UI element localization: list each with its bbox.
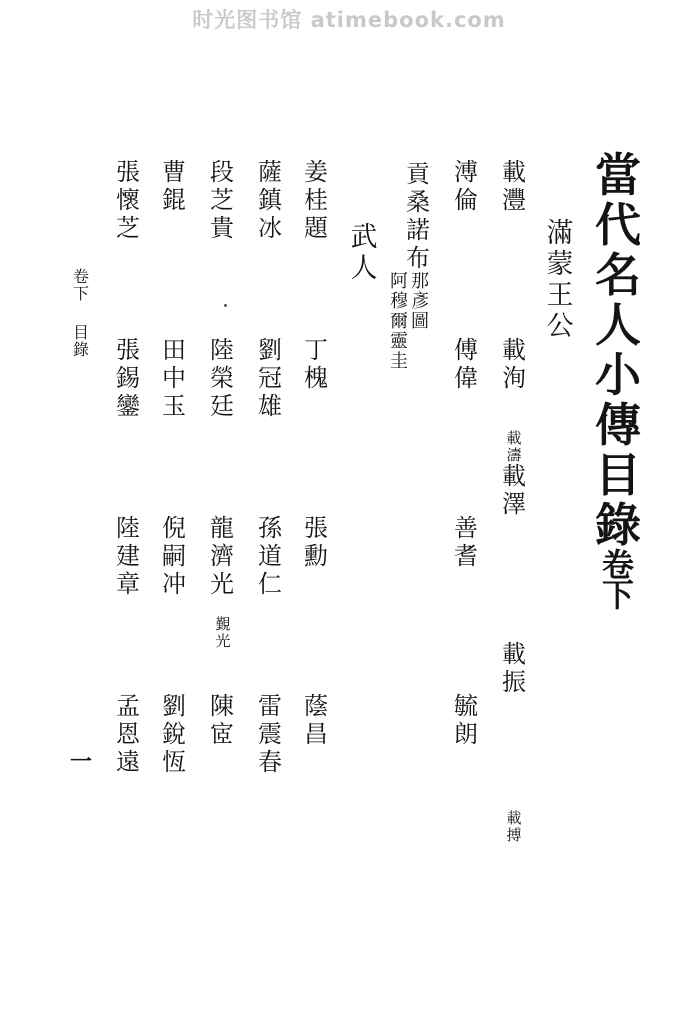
entry-name	[304, 514, 328, 570]
entry-note	[212, 616, 234, 650]
glyph: 偉	[454, 364, 478, 392]
glyph: 耆	[454, 542, 478, 570]
glyph: 爾	[390, 311, 408, 332]
glyph: 田	[162, 336, 186, 364]
glyph: 劉	[162, 692, 186, 720]
glyph: 陸	[116, 514, 140, 542]
glyph: 榮	[210, 364, 234, 392]
entry-name	[258, 514, 282, 598]
glyph: 傅	[454, 336, 478, 364]
glyph: 名	[595, 248, 641, 302]
glyph: 孫	[258, 514, 282, 542]
glyph: 下	[601, 576, 634, 614]
glyph: 蒙	[546, 249, 574, 280]
glyph: 濤	[506, 446, 522, 464]
section-heading-wuren	[346, 222, 382, 284]
glyph: 錄	[595, 498, 641, 552]
glyph: 當	[595, 148, 641, 202]
glyph: 冠	[258, 364, 282, 392]
glyph: 桂	[304, 186, 328, 214]
glyph: 載	[502, 640, 526, 668]
glyph: 那	[411, 271, 429, 292]
glyph: 滿	[546, 218, 574, 249]
glyph: 小	[595, 348, 641, 402]
entry-note	[503, 430, 525, 464]
glyph: 張	[116, 158, 140, 186]
glyph: 灃	[502, 186, 526, 214]
glyph: 恩	[116, 720, 140, 748]
glyph: 章	[116, 570, 140, 598]
entry-row-1	[496, 158, 532, 696]
glyph: 洵	[502, 364, 526, 392]
entry-row-7	[156, 158, 192, 776]
glyph: 載	[506, 429, 522, 447]
glyph: 震	[258, 720, 282, 748]
glyph: 公	[546, 311, 574, 342]
glyph: 諾	[406, 216, 430, 244]
section-heading-manmeng	[540, 218, 580, 342]
glyph: 人	[350, 253, 378, 284]
glyph: 貴	[210, 214, 234, 242]
glyph: 嗣	[162, 542, 186, 570]
entry-name	[116, 158, 140, 242]
glyph: 光	[215, 632, 231, 650]
entry-name	[502, 158, 526, 214]
glyph: 倫	[454, 186, 478, 214]
glyph: 芝	[210, 186, 234, 214]
entry-name	[502, 336, 526, 392]
glyph: 雷	[258, 692, 282, 720]
entry-name	[258, 336, 282, 420]
glyph: 鑾	[116, 392, 140, 420]
glyph: 目	[72, 323, 89, 342]
glyph: 載	[502, 462, 526, 490]
entry-name	[116, 336, 140, 420]
glyph: 道	[258, 542, 282, 570]
entry-annotation	[390, 272, 429, 372]
entry-name	[258, 692, 282, 776]
glyph: 載	[502, 336, 526, 364]
glyph: 雄	[258, 392, 282, 420]
glyph: 穆	[390, 291, 408, 312]
glyph: 勳	[304, 542, 328, 570]
entry-note	[503, 810, 525, 844]
volume-label	[601, 546, 634, 614]
glyph: 卷	[601, 546, 634, 584]
glyph: 振	[502, 668, 526, 696]
entry-row-8	[110, 158, 146, 776]
footer-volume	[73, 268, 89, 302]
glyph: 陸	[210, 336, 234, 364]
glyph: 段	[210, 158, 234, 186]
glyph: 覲	[215, 615, 231, 633]
glyph: 薩	[258, 158, 282, 186]
ink-speck	[224, 304, 227, 307]
entry-name	[454, 514, 478, 570]
glyph: 一	[69, 749, 92, 775]
glyph: 阿	[390, 271, 408, 292]
glyph: 朗	[454, 720, 478, 748]
entry-name	[454, 336, 478, 392]
glyph: 張	[304, 514, 328, 542]
entry-name	[162, 514, 186, 598]
entry-name	[210, 158, 234, 242]
glyph: 錕	[162, 186, 186, 214]
watermark: 时光图书馆 atimebook.com	[192, 8, 506, 32]
glyph: 毓	[454, 692, 478, 720]
glyph: 宧	[210, 720, 234, 748]
page-footer	[66, 268, 96, 358]
glyph: 昌	[304, 720, 328, 748]
glyph: 冲	[162, 570, 186, 598]
glyph: 孟	[116, 692, 140, 720]
entry-name	[304, 692, 328, 748]
glyph: 曹	[162, 158, 186, 186]
glyph: 溥	[454, 158, 478, 186]
entry-name	[258, 158, 282, 242]
glyph: 圖	[411, 311, 429, 332]
entry-name	[162, 692, 186, 776]
entry-row-5	[252, 158, 288, 776]
glyph: 劉	[258, 336, 282, 364]
glyph: 卷	[72, 267, 89, 286]
glyph: 貢	[406, 160, 430, 188]
glyph: 蔭	[304, 692, 328, 720]
glyph: 下	[72, 284, 89, 303]
glyph: 代	[595, 198, 641, 252]
glyph: 丁	[304, 336, 328, 364]
glyph: 懷	[116, 186, 140, 214]
entry-row-2	[448, 158, 484, 748]
glyph: 芝	[116, 214, 140, 242]
entry-name	[502, 462, 526, 518]
glyph: 建	[116, 542, 140, 570]
glyph: 槐	[304, 364, 328, 392]
entry-name	[406, 160, 430, 272]
glyph: 目	[595, 448, 641, 502]
glyph: 光	[210, 570, 234, 598]
glyph: 布	[406, 244, 430, 272]
glyph: 題	[304, 214, 328, 242]
glyph: 鎮	[258, 186, 282, 214]
glyph: 善	[454, 514, 478, 542]
glyph: 王	[546, 280, 574, 311]
glyph: 錄	[72, 340, 89, 359]
glyph: 倪	[162, 514, 186, 542]
glyph: 玉	[162, 392, 186, 420]
page-title	[595, 150, 641, 550]
glyph: 廷	[210, 392, 234, 420]
page-number	[66, 749, 96, 775]
glyph: 載	[502, 158, 526, 186]
entry-name	[210, 514, 234, 598]
entry-name	[162, 158, 186, 214]
entry-name	[502, 640, 526, 696]
glyph: 靈	[390, 331, 408, 352]
glyph: 武	[350, 222, 378, 253]
glyph: 傳	[595, 398, 641, 452]
entry-row-6	[204, 158, 240, 748]
glyph: 陳	[210, 692, 234, 720]
glyph: 銳	[162, 720, 186, 748]
entry-row-3	[400, 160, 436, 272]
entry-name	[116, 692, 140, 776]
glyph: 澤	[502, 490, 526, 518]
glyph: 圭	[390, 351, 408, 372]
entry-name	[116, 514, 140, 598]
entry-name	[162, 336, 186, 420]
footer-label	[73, 324, 89, 358]
glyph: 人	[595, 298, 641, 352]
entry-row-4	[298, 158, 334, 748]
entry-name	[304, 336, 328, 392]
glyph: 錫	[116, 364, 140, 392]
glyph: 搏	[506, 826, 522, 844]
entry-name	[210, 336, 234, 420]
glyph: 載	[506, 809, 522, 827]
glyph: 龍	[210, 514, 234, 542]
entry-name	[454, 692, 478, 748]
title-column	[588, 148, 648, 614]
glyph: 中	[162, 364, 186, 392]
entry-name	[210, 692, 234, 748]
glyph: 姜	[304, 158, 328, 186]
entry-name	[304, 158, 328, 242]
glyph: 濟	[210, 542, 234, 570]
glyph: 春	[258, 748, 282, 776]
glyph: 桑	[406, 188, 430, 216]
glyph: 遠	[116, 748, 140, 776]
glyph: 冰	[258, 214, 282, 242]
glyph: 仁	[258, 570, 282, 598]
entry-name	[454, 158, 478, 214]
glyph: 張	[116, 336, 140, 364]
glyph: 彥	[411, 291, 429, 312]
glyph: 恆	[162, 748, 186, 776]
